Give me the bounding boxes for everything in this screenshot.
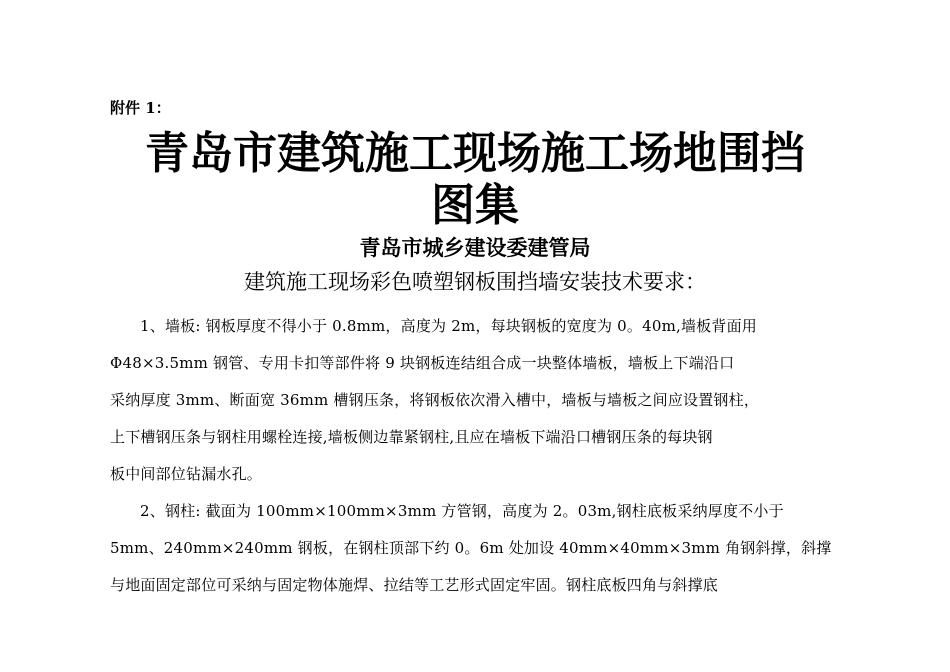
paragraph-1-line-2: Φ48×3.5mm 钢管、专用卡扣等部件将 9 块钢板连结组合成一块整体墙板，墙板上下端沿口 [110,354,735,372]
paragraph-2-line-1: 2、钢柱: 截面为 100mm×100mm×3mm 方管钢，高度为 2。03m,钢柱底板采纳厚度不小于 [140,502,784,520]
paragraph-2-line-3: 与地面固定部位可采纳与固定物体施焊、拉结等工艺形式固定牢固。钢柱底板四角与斜撑底 [110,576,719,594]
paragraph-2-line-2: 5mm、240mm×240mm 钢板，在钢柱顶部下约 0。6m 处加设 40mm×40mm×3mm 角钢斜撑，斜撑 [110,539,832,557]
document-title-line-2: 图集 [431,180,519,231]
attachment-label: 附件 1： [110,99,171,117]
paragraph-1-line-4: 上下槽钢压条与钢柱用螺栓连接,墙板侧边靠紧钢柱,且应在墙板下端沿口槽钢压条的每块钢 [110,428,713,446]
paragraph-1-line-5: 板中间部位钻漏水孔。 [110,465,263,483]
paragraph-1-line-1: 1、墙板: 钢板厚度不得小于 0.8mm，高度为 2m，每块钢板的宽度为 0。40m,墙板背面用 [140,317,757,335]
paragraph-1-line-3: 采纳厚度 3mm、断面宽 36mm 槽钢压条，将钢板依次滑入槽中，墙板与墙板之间应设置钢柱， [110,391,760,409]
issuer-name: 青岛市城乡建设委建管局 [359,236,591,260]
section-heading: 建筑施工现场彩色喷塑钢板围挡墙安装技术要求： [244,270,706,294]
document-title-line-1: 青岛市建筑施工现场施工场地围挡 [145,128,805,179]
